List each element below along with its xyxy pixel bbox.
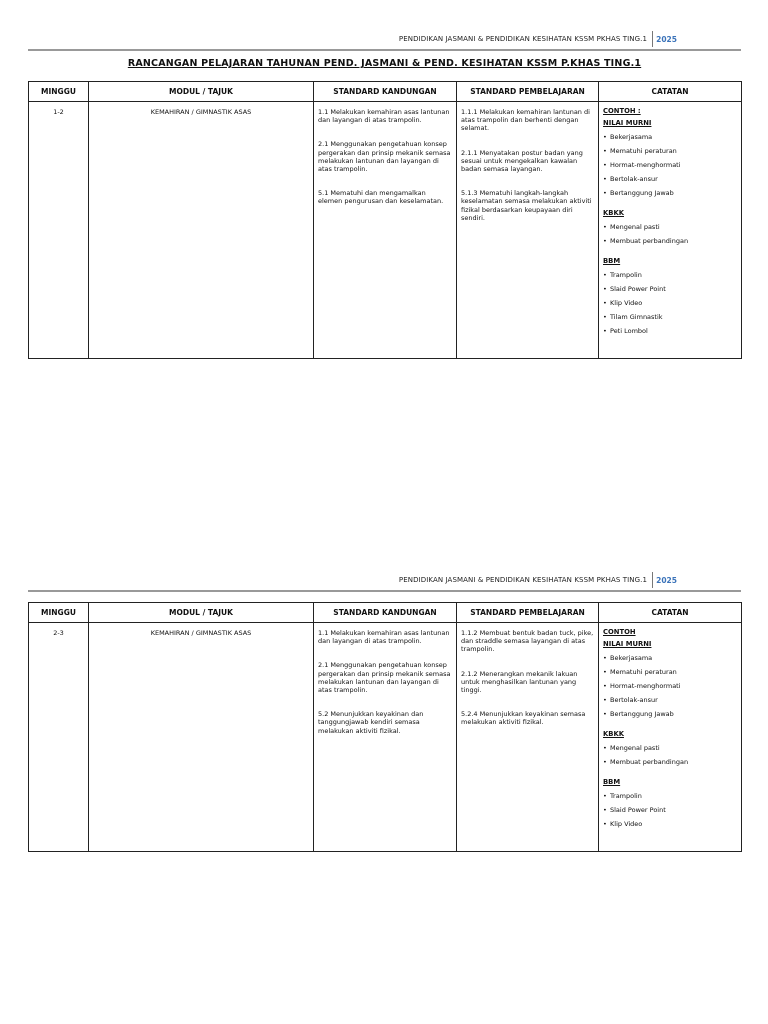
header-text: PENDIDIKAN JASMANI & PENDIDIKAN KESIHATAN KSSM PKHAS TING.1 — [398, 576, 647, 584]
kandungan-item: 5.2 Menunjukkan keyakinan dan tanggungjawab kendiri semasa melakukan aktiviti fizikal. — [318, 710, 424, 735]
kbkk-list — [603, 741, 737, 769]
kandungan-item: 5.1 Mematuhi dan mengamalkan elemen pengurusan dan keselamatan. — [318, 189, 444, 206]
bbm-list — [603, 789, 737, 831]
nilai-list — [603, 130, 737, 200]
list-item: • Mengenal pasti — [603, 220, 737, 234]
cell-catatan — [599, 102, 742, 359]
list-item: • Bekerjasama — [603, 651, 737, 665]
list-item: • Bertolak-ansur — [603, 172, 737, 186]
kandungan-item: 2.1 Menggunakan pengetahuan konsep pergerakan dan prinsip mekanik semasa melakukan lantunan dan layangan di atas trampolin. — [318, 661, 451, 695]
cell-kandungan — [314, 102, 457, 359]
page-header-2 — [28, 571, 741, 591]
list-item: • Klip Video — [603, 296, 737, 310]
col-header-minggu: MINGGU — [29, 82, 89, 102]
list-item: • Mematuhi peraturan — [603, 144, 737, 158]
kandungan-item: 1.1 Melakukan kemahiran asas lantunan dan layangan di atas trampolin. — [318, 108, 450, 125]
table-header-row — [29, 82, 742, 102]
pembelajaran-item: 1.1.1 Melakukan kemahiran lantunan di atas trampolin dan berhenti dengan selamat. — [461, 108, 590, 133]
header-year: 2025 — [656, 576, 677, 585]
catatan-kbkk-label: KBKK — [603, 730, 624, 738]
list-item: • Trampolin — [603, 789, 737, 803]
header-separator — [652, 572, 653, 588]
lesson-plan-table-1 — [28, 81, 742, 359]
header-text: PENDIDIKAN JASMANI & PENDIDIKAN KESIHATAN KSSM PKHAS TING.1 — [398, 35, 647, 43]
catatan-bbm-label: BBM — [603, 257, 621, 265]
col-header-kandungan: STANDARD KANDUNGAN — [314, 82, 457, 102]
list-item: • Slaid Power Point — [603, 803, 737, 817]
list-item: • Tilam Gimnastik — [603, 310, 737, 324]
page-header-1 — [28, 30, 741, 50]
col-header-kandungan: STANDARD KANDUNGAN — [314, 603, 457, 623]
list-item: • Hormat-menghormati — [603, 158, 737, 172]
list-item: • Hormat-menghormati — [603, 679, 737, 693]
list-item: • Membuat perbandingan — [603, 234, 737, 248]
list-item: • Mematuhi peraturan — [603, 665, 737, 679]
catatan-contoh: CONTOH — [603, 628, 636, 636]
list-item: • Peti Lombol — [603, 324, 737, 338]
catatan-nilai-label: NILAI MURNI — [603, 640, 652, 648]
col-header-minggu: MINGGU — [29, 603, 89, 623]
table-row — [29, 623, 742, 852]
list-item: • Trampolin — [603, 268, 737, 282]
cell-modul: KEMAHIRAN / GIMNASTIK ASAS — [89, 102, 314, 359]
list-item: • Bertolak-ansur — [603, 693, 737, 707]
col-header-modul: MODUL / TAJUK — [89, 82, 314, 102]
catatan-nilai-label: NILAI MURNI — [603, 119, 652, 127]
header-rule — [28, 49, 741, 51]
cell-kandungan — [314, 623, 457, 852]
header-separator — [652, 31, 653, 47]
list-item: • Slaid Power Point — [603, 282, 737, 296]
bbm-list — [603, 268, 737, 338]
col-header-catatan: CATATAN — [599, 603, 742, 623]
col-header-catatan: CATATAN — [599, 82, 742, 102]
list-item: • Bekerjasama — [603, 130, 737, 144]
kandungan-item: 1.1 Melakukan kemahiran asas lantunan dan layangan di atas trampolin. — [318, 629, 450, 646]
pembelajaran-item: 2.1.1 Menyatakan postur badan yang sesuai untuk mengekalkan kawalan badan semasa layangan. — [461, 148, 583, 174]
list-item: • Membuat perbandingan — [603, 755, 737, 769]
table-row — [29, 102, 742, 359]
catatan-kbkk-label: KBKK — [603, 209, 624, 217]
pembelajaran-item: 5.2.4 Menunjukkan keyakinan semasa melakukan aktiviti fizikal. — [461, 710, 586, 727]
page-title: RANCANGAN PELAJARAN TAHUNAN PEND. JASMANI & PEND. KESIHATAN KSSM P.KHAS TING.1 — [127, 58, 642, 69]
cell-minggu: 2-3 — [29, 623, 89, 852]
header-rule — [28, 590, 741, 592]
col-header-modul: MODUL / TAJUK — [89, 603, 314, 623]
table-header-row — [29, 603, 742, 623]
pembelajaran-item: 2.1.2 Menerangkan mekanik lakuan untuk menghasilkan lantunan yang tinggi. — [461, 669, 578, 695]
kandungan-item: 2.1 Menggunakan pengetahuan konsep pergerakan dan prinsip mekanik semasa melakukan lantunan dan layangan di atas trampolin. — [318, 140, 451, 174]
catatan-bbm-label: BBM — [603, 778, 621, 786]
cell-modul: KEMAHIRAN / GIMNASTIK ASAS — [89, 623, 314, 852]
col-header-pembelajaran: STANDARD PEMBELAJARAN — [457, 603, 599, 623]
cell-pembelajaran — [457, 102, 599, 359]
pembelajaran-item: 5.1.3 Mematuhi langkah-langkah keselamatan semasa melakukan aktiviti fizikal berdasarkan keupayaan diri sendiri. — [461, 189, 592, 222]
list-item: • Bertanggung Jawab — [603, 186, 737, 200]
kbkk-list — [603, 220, 737, 248]
list-item: • Mengenal pasti — [603, 741, 737, 755]
lesson-plan-table-2 — [28, 602, 742, 852]
cell-pembelajaran — [457, 623, 599, 852]
header-year: 2025 — [656, 35, 677, 44]
list-item: • Klip Video — [603, 817, 737, 831]
nilai-list — [603, 651, 737, 721]
list-item: • Bertanggung Jawab — [603, 707, 737, 721]
pembelajaran-item: 1.1.2 Membuat bentuk badan tuck, pike, dan straddle semasa layangan di atas trampolin. — [461, 629, 594, 654]
cell-minggu: 1-2 — [29, 102, 89, 359]
col-header-pembelajaran: STANDARD PEMBELAJARAN — [457, 82, 599, 102]
catatan-contoh: CONTOH : — [603, 107, 641, 115]
cell-catatan — [599, 623, 742, 852]
